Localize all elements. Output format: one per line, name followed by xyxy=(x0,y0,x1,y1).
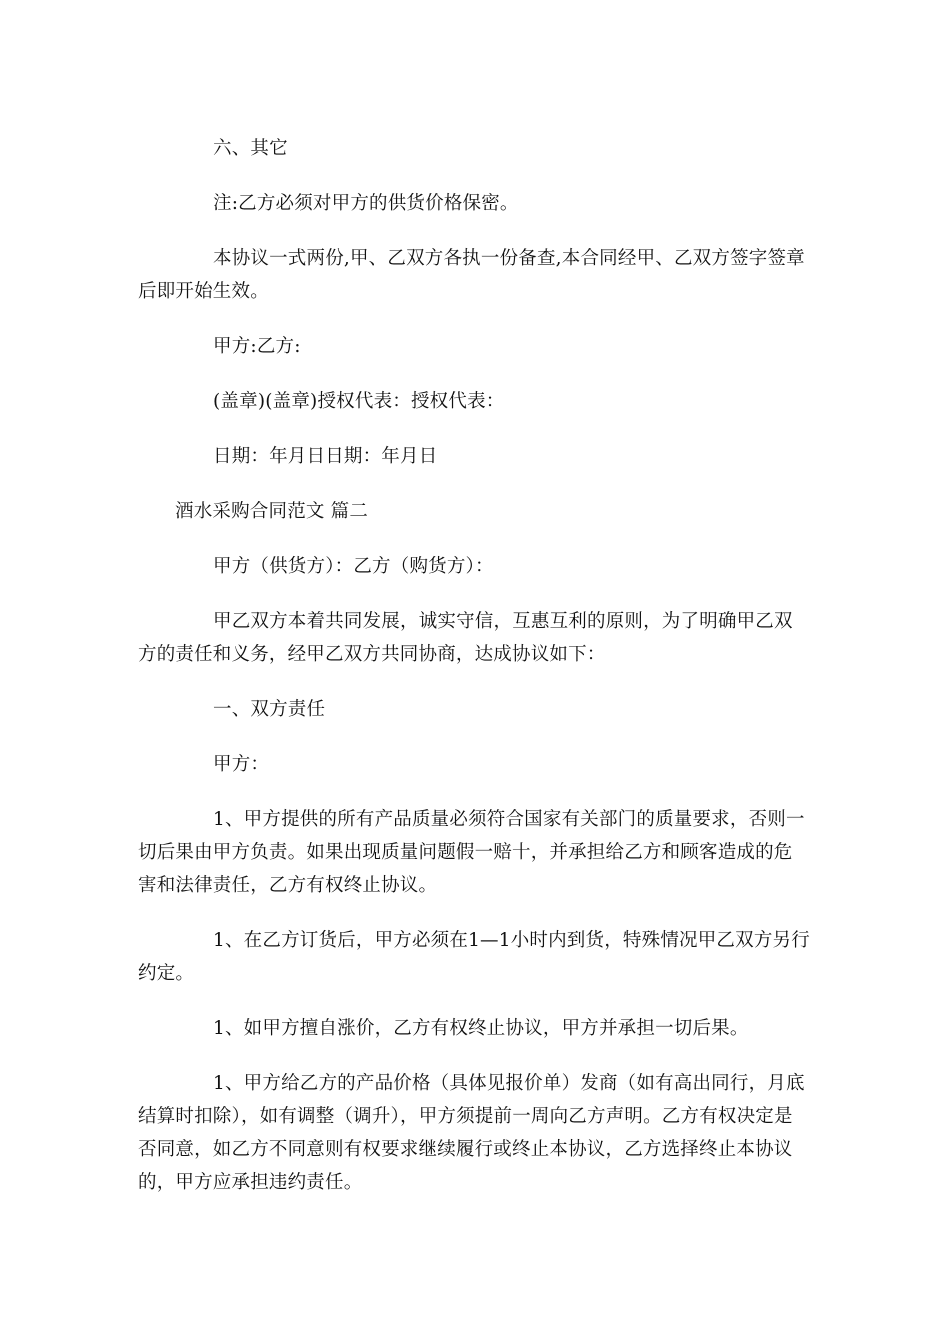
clause-delivery: 1、在乙方订货后，甲方必须在1—1小时内到货，特殊情况甲乙双方另行约定。 xyxy=(138,930,810,984)
agreement-copies-clause: 本协议一式两份,甲、乙双方各执一份备查,本合同经甲、乙双方签字签章后即开始生效。 xyxy=(138,248,805,302)
clause-pricing: 1、甲方给乙方的产品价格（具体见报价单）发商（如有高出同行，月底结算时扣除），如有调整（调升），甲方须提前一周向乙方声明。乙方有权决定是否同意，如乙方不同意则有权要求继续履行或终止本协议，乙方选择终止本协议的，甲方应承担违约责任。 xyxy=(138,1073,805,1193)
party-definitions: 甲方（供货方）：乙方（购货方）： xyxy=(213,556,494,577)
signature-dates: 日期：年月日日期：年月日 xyxy=(213,446,438,467)
preamble-paragraph: 甲乙双方本着共同发展，诚实守信，互惠互利的原则，为了明确甲乙双方的责任和义务，经甲乙双方共同协商，达成协议如下： xyxy=(138,611,793,665)
signature-seal-representatives: (盖章)(盖章)授权代表：授权代表： xyxy=(213,391,505,412)
section-heading-other: 六、其它 xyxy=(213,138,288,159)
party-a-label: 甲方： xyxy=(213,754,270,775)
section-heading-responsibilities: 一、双方责任 xyxy=(213,699,326,720)
document-title-part-two: 酒水采购合同范文 篇二 xyxy=(175,501,369,522)
note-price-confidential: 注:乙方必须对甲方的供货价格保密。 xyxy=(213,193,519,214)
clause-quality: 1、甲方提供的所有产品质量必须符合国家有关部门的质量要求，否则一切后果由甲方负责。如果出现质量问题假一赔十，并承担给乙方和顾客造成的危害和法律责任，乙方有权终止协议。 xyxy=(138,809,805,896)
signature-parties: 甲方:乙方: xyxy=(213,336,301,357)
clause-price-increase: 1、如甲方擅自涨价，乙方有权终止协议，甲方并承担一切后果。 xyxy=(213,1018,749,1039)
